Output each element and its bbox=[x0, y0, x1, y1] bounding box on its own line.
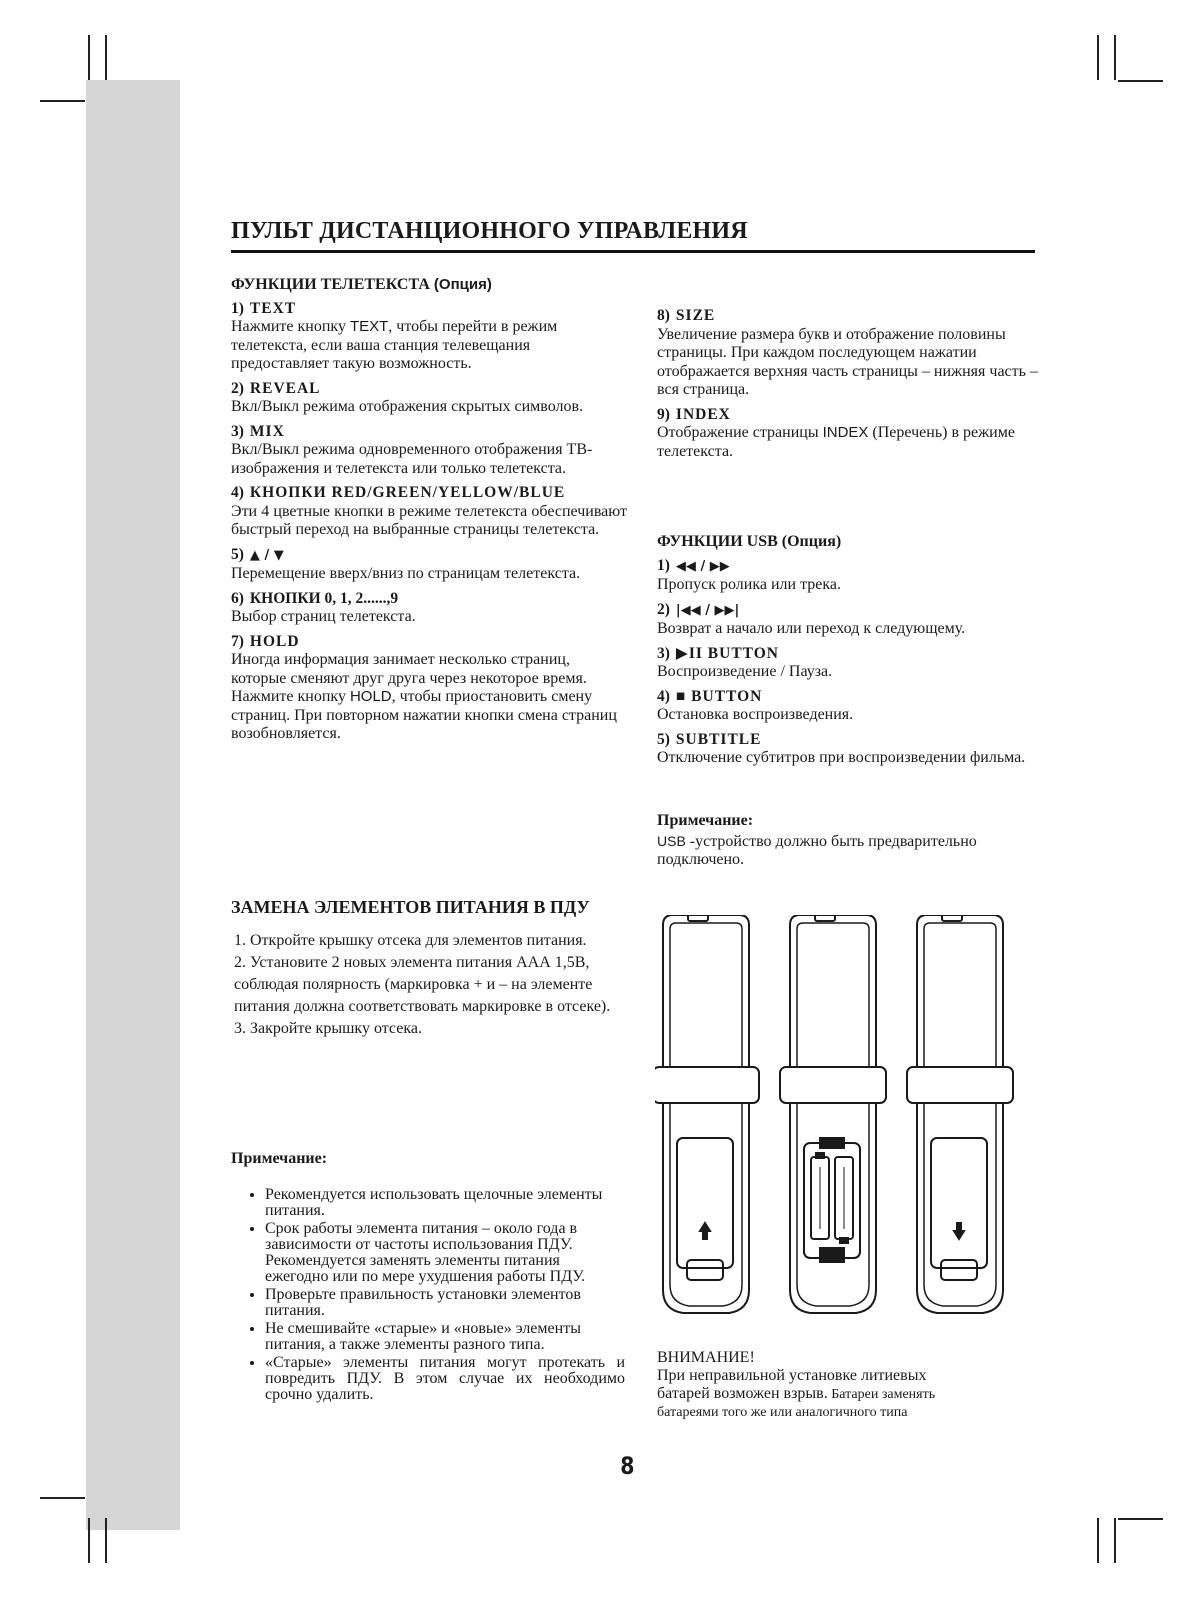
crop-mark bbox=[1114, 1518, 1116, 1563]
item-name: |◀◀ / ▶▶| bbox=[675, 602, 740, 618]
battery-steps bbox=[234, 930, 614, 1040]
teletext-item-body: Перемещение вверх/вниз по страницам телетекста. bbox=[231, 565, 581, 582]
remote-cover-closed-illustration bbox=[655, 915, 759, 1313]
warning-line: При неправильной установке литиевых bbox=[657, 1367, 927, 1384]
list-item: • «Старые» элементы питания могут протекать и повредить ПДУ. В этом случае их необходимо срочно удалить. bbox=[265, 1355, 625, 1403]
item-name: INDEX bbox=[675, 405, 731, 423]
usb-item-body: Возврат а начало или переход к следующему. bbox=[657, 620, 966, 637]
usb-note-heading: Примечание: bbox=[657, 812, 754, 829]
crop-mark bbox=[1118, 80, 1163, 82]
item-name: REVEAL bbox=[249, 379, 321, 397]
item-text: (Перечень) в режиме телетекста. bbox=[657, 424, 1015, 460]
item-number: 5) bbox=[657, 730, 670, 748]
item-number: 3) bbox=[231, 422, 244, 440]
page-title: ПУЛЬТ ДИСТАНЦИОННОГО УПРАВЛЕНИЯ bbox=[231, 218, 748, 244]
teletext-heading-option: (Опция) bbox=[433, 276, 492, 293]
teletext-item-head bbox=[231, 380, 627, 399]
usb-heading: ФУНКЦИИ USB (Опция) bbox=[657, 533, 842, 550]
crop-mark bbox=[1097, 35, 1099, 80]
crop-mark bbox=[105, 35, 107, 80]
teletext-item-body: Эти 4 цветные кнопки в режиме телетекста обеспечивают быстрый переход на выбранные страницы телетекста. bbox=[231, 502, 627, 538]
warning-title: ВНИМАНИЕ! bbox=[657, 1349, 755, 1366]
item-number: 4) bbox=[231, 484, 244, 501]
usb-item-head bbox=[657, 601, 1042, 621]
warning-block bbox=[657, 1349, 1047, 1422]
teletext-item-body bbox=[657, 424, 1042, 461]
battery-note-list bbox=[241, 1187, 625, 1405]
item-keyword: HOLD bbox=[349, 688, 392, 705]
item-number: 4) bbox=[657, 687, 670, 705]
item-number: 1) bbox=[231, 299, 244, 317]
remote-illustrations bbox=[655, 915, 1035, 1320]
usb-item-body: Пропуск ролика или трека. bbox=[657, 576, 841, 593]
crop-mark bbox=[40, 1497, 85, 1499]
item-text: Отображение страницы bbox=[657, 424, 823, 441]
usb-item-body: Воспроизведение / Пауза. bbox=[657, 663, 833, 680]
item-text: , чтобы перейти в режим телетекста, если ваша станция телевещания предоставляет такую возможность. bbox=[231, 318, 558, 372]
teletext-heading-text: ФУНКЦИИ ТЕЛЕТЕКСТА bbox=[231, 276, 430, 293]
warning-line bbox=[657, 1385, 1047, 1404]
warning-line: батареями того же или аналогичного типа bbox=[657, 1405, 908, 1420]
crop-mark bbox=[1118, 1518, 1163, 1520]
remote-cover-closing-illustration bbox=[907, 915, 1013, 1313]
usb-item-head bbox=[657, 731, 1042, 750]
item-keyword: INDEX bbox=[822, 424, 869, 441]
item-text: Нажмите кнопку bbox=[231, 318, 350, 335]
usb-note-text: -устройство должно быть предварительно подключено. bbox=[657, 833, 977, 868]
item-number: 2) bbox=[657, 600, 670, 618]
teletext-item-head bbox=[231, 484, 627, 503]
item-number: 1) bbox=[657, 556, 670, 574]
teletext-item-body: Вкл/Выкл режима одновременного отображения ТВ-изображения и телетекста или только телетекста. bbox=[231, 441, 593, 477]
side-gray-band bbox=[86, 80, 180, 1530]
teletext-item-head bbox=[657, 406, 1042, 425]
item-name: ■ BUTTON bbox=[675, 687, 763, 705]
list-item: • Не смешивайте «старые» и «новые» элементы питания, а также элементы разного типа. bbox=[265, 1321, 625, 1353]
teletext-item-head bbox=[231, 300, 627, 319]
remote-open-with-batteries-illustration bbox=[780, 915, 886, 1313]
page-number: 8 bbox=[620, 1452, 635, 1480]
item-number: 9) bbox=[657, 405, 670, 423]
warning-line-part: батарей возможен взрыв. bbox=[657, 1385, 828, 1402]
usb-item-body: Остановка воспроизведения. bbox=[657, 706, 854, 723]
item-name: ◀◀ / ▶▶ bbox=[675, 558, 730, 574]
usb-note bbox=[657, 832, 1042, 869]
list-item: • Срок работы элемента питания – около года в зависимости от частоты использования ПДУ. Рекомендуется заменять элементы питания ежегодно или по мере ухудшения работы ПДУ. bbox=[265, 1221, 625, 1285]
item-number: 6) bbox=[231, 589, 244, 607]
crop-mark bbox=[88, 35, 90, 80]
item-name: TEXT bbox=[249, 299, 297, 317]
item-name: ▶II BUTTON bbox=[675, 644, 779, 662]
crop-mark bbox=[88, 1518, 90, 1563]
item-name: SUBTITLE bbox=[675, 730, 762, 748]
item-number: 8) bbox=[657, 307, 670, 324]
warning-line-part: Батареи заменять bbox=[827, 1387, 936, 1402]
item-name: ▲ / ▼ bbox=[249, 547, 284, 563]
item-name: HOLD bbox=[249, 632, 300, 650]
item-name: SIZE bbox=[675, 307, 716, 324]
right-column bbox=[657, 305, 1042, 774]
battery-step: 1. Откройте крышку отсека для элементов питания. bbox=[234, 932, 587, 949]
item-number: 7) bbox=[231, 632, 244, 650]
teletext-item-body: Выбор страниц телетекста. bbox=[231, 608, 416, 625]
teletext-item-head bbox=[231, 590, 627, 609]
battery-note-heading: Примечание: bbox=[231, 1150, 328, 1167]
crop-mark bbox=[105, 1518, 107, 1563]
teletext-item-head bbox=[231, 546, 627, 566]
teletext-item-body: Увеличение размера букв и отображение половины страницы. При каждом последующем нажатии отображается верхняя часть страницы – нижняя часть – вся страница. bbox=[657, 325, 1038, 398]
crop-mark bbox=[40, 100, 85, 102]
crop-mark bbox=[1097, 1518, 1099, 1563]
teletext-item-head bbox=[231, 633, 627, 652]
teletext-item-body bbox=[231, 318, 627, 374]
item-number: 3) bbox=[657, 644, 670, 662]
item-text: Иногда информация занимает несколько страниц, которые сменяют друг друга через некоторое время. Нажмите кнопку bbox=[231, 651, 587, 705]
item-number: 2) bbox=[231, 379, 244, 397]
battery-step: 2. Установите 2 новых элемента питания ААА 1,5В, соблюдая полярность (маркировка + и – на элементе питания должна соответствовать маркировке в отсеке). bbox=[234, 954, 611, 1015]
usb-note-keyword: USB bbox=[657, 833, 686, 849]
item-keyword: TEXT bbox=[349, 318, 389, 335]
teletext-item-head bbox=[231, 423, 627, 442]
teletext-column bbox=[231, 276, 627, 750]
usb-item-head bbox=[657, 688, 1042, 707]
item-name: КНОПКИ RED/GREEN/YELLOW/BLUE bbox=[249, 484, 566, 501]
teletext-item-body bbox=[231, 651, 627, 744]
crop-mark bbox=[1114, 35, 1116, 80]
list-item: • Проверьте правильность установки элементов питания. bbox=[265, 1287, 625, 1319]
usb-item-body: Отключение субтитров при воспроизведении фильма. bbox=[657, 749, 1026, 766]
item-text: , чтобы приостановить смену страниц. При повторном нажатии кнопки смена страниц возобновляется. bbox=[231, 688, 617, 742]
item-number: 5) bbox=[231, 545, 244, 563]
teletext-heading bbox=[231, 276, 627, 295]
usb-item-head bbox=[657, 557, 1042, 577]
item-name: MIX bbox=[249, 422, 285, 440]
title-rule bbox=[231, 250, 1035, 253]
battery-step: 3. Закройте крышку отсека. bbox=[234, 1020, 422, 1037]
list-item: • Рекомендуется использовать щелочные элементы питания. bbox=[265, 1187, 625, 1219]
item-name: КНОПКИ 0, 1, 2......,9 bbox=[249, 589, 399, 607]
usb-item-head bbox=[657, 645, 1042, 664]
teletext-item-body: Вкл/Выкл режима отображения скрытых символов. bbox=[231, 398, 584, 415]
teletext-item-head bbox=[657, 307, 1042, 326]
battery-heading: ЗАМЕНА ЭЛЕМЕНТОВ ПИТАНИЯ В ПДУ bbox=[231, 897, 590, 917]
